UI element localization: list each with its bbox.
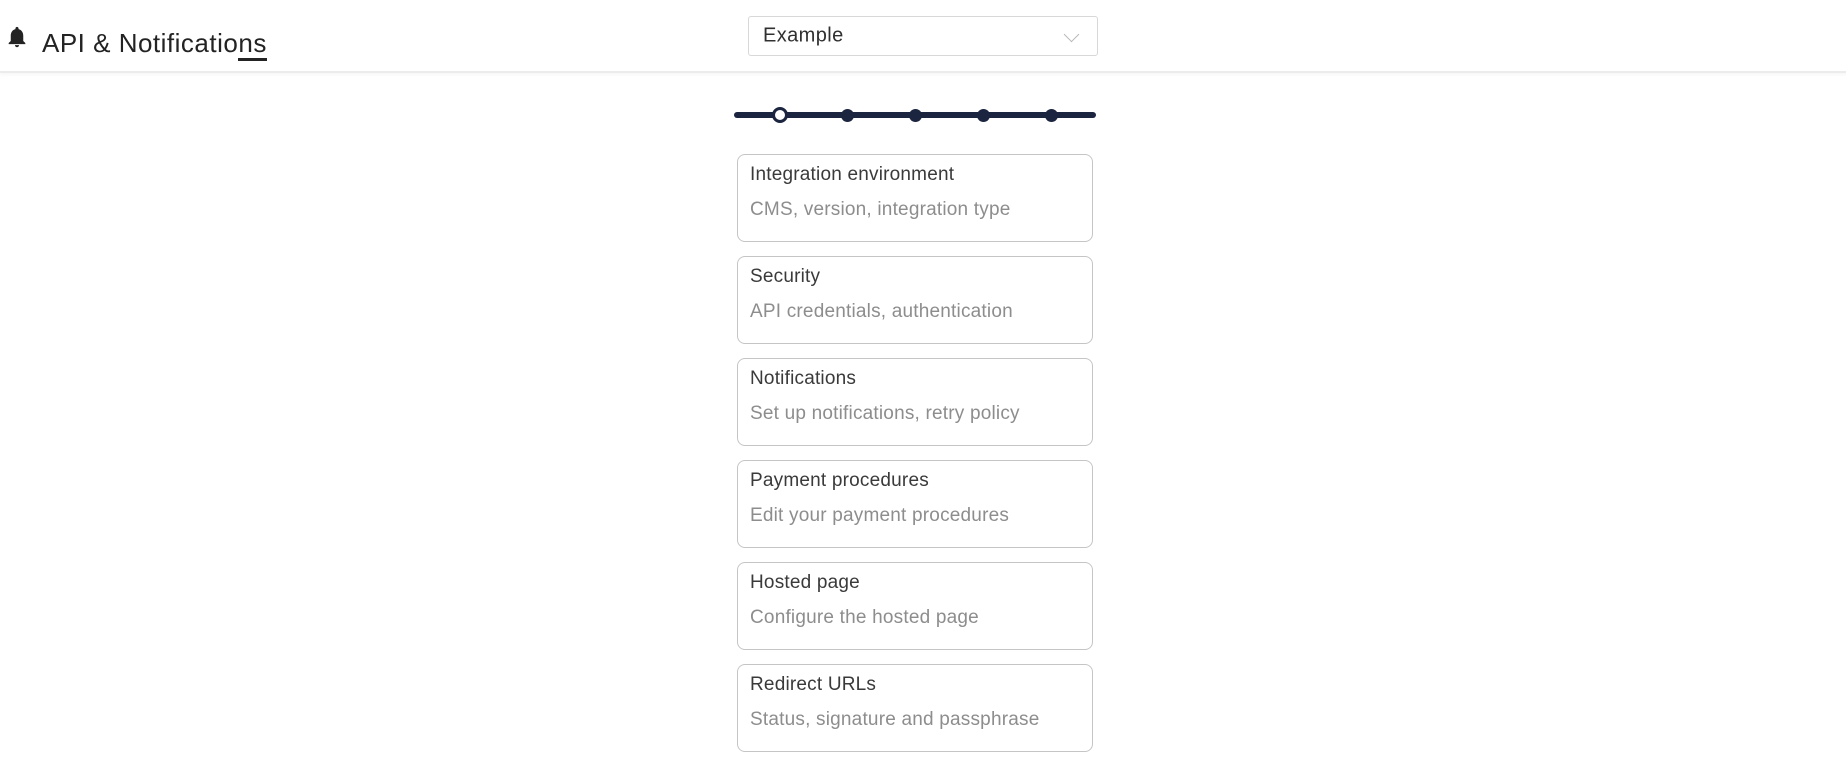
card-title: Redirect URLs <box>750 674 877 695</box>
chevron-down-icon <box>1064 27 1080 43</box>
stepper-dot <box>909 109 922 122</box>
card-notifications[interactable] <box>737 358 1093 446</box>
stepper-dot <box>1045 109 1058 122</box>
card-hosted-page[interactable] <box>737 562 1093 650</box>
page-title <box>42 29 267 61</box>
environment-select[interactable] <box>748 16 1098 56</box>
page-title-underlined: ns <box>238 30 266 61</box>
header <box>0 0 1846 73</box>
card-title: Security <box>750 266 821 287</box>
stepper-dot <box>977 109 990 122</box>
card-integration-environment[interactable] <box>737 154 1093 242</box>
card-subtitle: API credentials, authentication <box>750 301 1013 322</box>
card-subtitle: Configure the hosted page <box>750 607 979 628</box>
card-title: Integration environment <box>750 164 955 185</box>
environment-select-value: Example <box>763 24 844 47</box>
page-title-main: API & Notificatio <box>42 28 239 58</box>
card-payment-procedures[interactable] <box>737 460 1093 548</box>
stepper-handle[interactable] <box>772 107 788 123</box>
card-subtitle: Set up notifications, retry policy <box>750 403 1020 424</box>
card-subtitle: CMS, version, integration type <box>750 199 1011 220</box>
settings-card-list <box>737 154 1093 766</box>
card-title: Payment procedures <box>750 470 929 491</box>
card-subtitle: Edit your payment procedures <box>750 505 1010 526</box>
card-redirect-urls[interactable] <box>737 664 1093 752</box>
setup-progress-stepper <box>734 99 1096 132</box>
card-title: Notifications <box>750 368 857 389</box>
stepper-dot <box>841 109 854 122</box>
bell-icon <box>5 25 29 49</box>
card-security[interactable] <box>737 256 1093 344</box>
card-subtitle: Status, signature and passphrase <box>750 709 1040 730</box>
card-title: Hosted page <box>750 572 860 593</box>
